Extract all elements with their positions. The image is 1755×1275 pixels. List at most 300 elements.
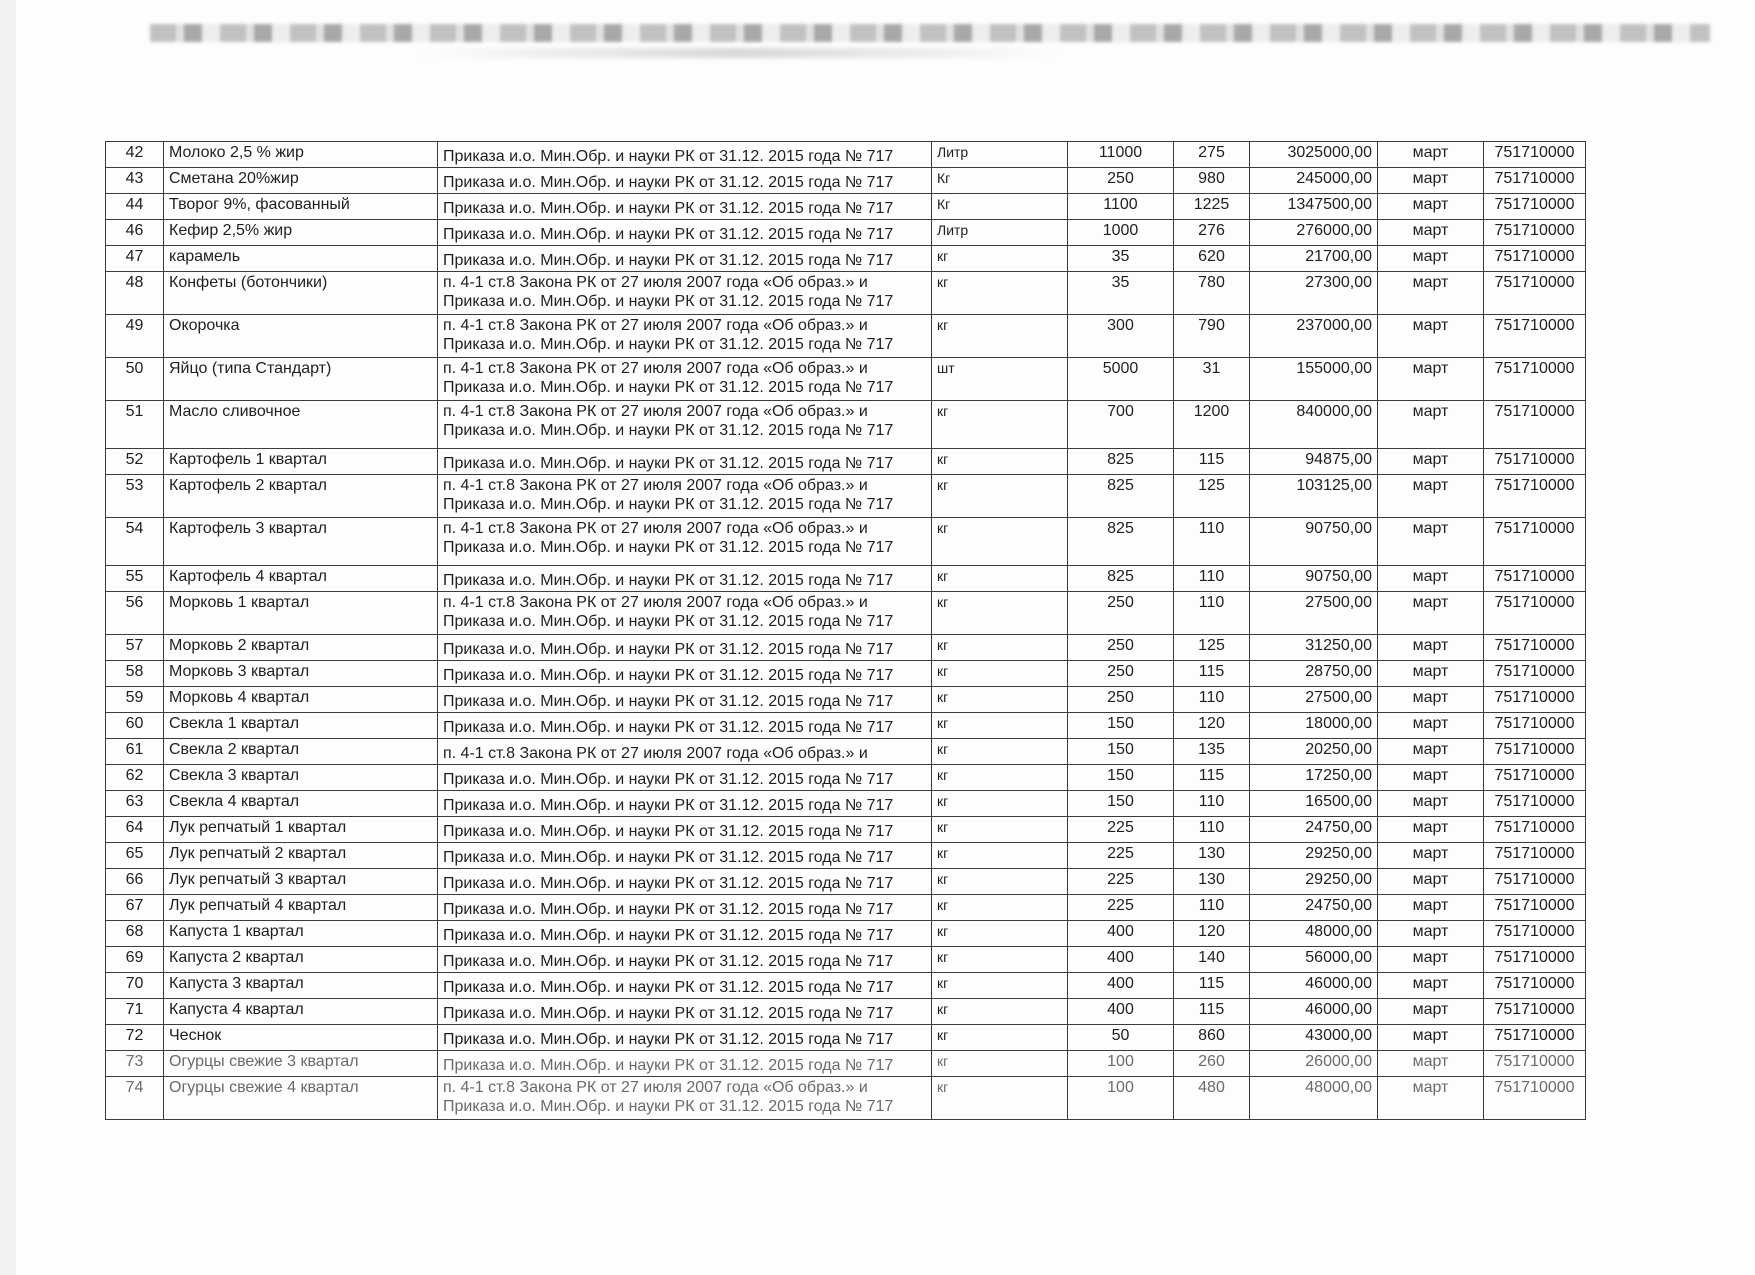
location-code-cell: 751710000 (1484, 687, 1586, 713)
legal-basis-line: Приказа и.о. Мин.Обр. и науки РК от 31.12. 2015 года № 717 (443, 667, 894, 684)
row-number-cell: 56 (106, 592, 164, 635)
row-number-cell: 46 (106, 220, 164, 246)
table-row (106, 765, 1586, 791)
purchase-month-cell: март (1378, 973, 1484, 999)
total-sum-cell: 20250,00 (1250, 739, 1378, 765)
item-name-cell: Свекла 1 квартал (164, 713, 438, 739)
legal-basis-cell (438, 999, 932, 1025)
quantity-cell: 225 (1068, 817, 1174, 843)
row-number-cell: 64 (106, 817, 164, 843)
location-code-cell: 751710000 (1484, 635, 1586, 661)
row-number-cell: 55 (106, 566, 164, 592)
legal-basis-line: Приказа и.о. Мин.Обр. и науки РК от 31.12. 2015 года № 717 (443, 174, 894, 191)
scan-smudge (420, 48, 1060, 58)
row-number-cell: 67 (106, 895, 164, 921)
total-sum-cell: 46000,00 (1250, 973, 1378, 999)
row-number-cell: 71 (106, 999, 164, 1025)
unit-of-measure-cell: кг (932, 947, 1068, 973)
unit-of-measure-cell: кг (932, 566, 1068, 592)
total-sum-cell: 29250,00 (1250, 843, 1378, 869)
total-sum-cell: 31250,00 (1250, 635, 1378, 661)
legal-basis-line: Приказа и.о. Мин.Обр. и науки РК от 31.12. 2015 года № 717 (443, 849, 894, 866)
location-code-cell: 751710000 (1484, 947, 1586, 973)
quantity-cell: 35 (1068, 272, 1174, 315)
row-number-cell: 74 (106, 1077, 164, 1120)
total-sum-cell: 17250,00 (1250, 765, 1378, 791)
total-sum-cell: 276000,00 (1250, 220, 1378, 246)
total-sum-cell: 90750,00 (1250, 518, 1378, 566)
legal-basis-line: п. 4-1 ст.8 Закона РК от 27 июля 2007 года «Об образ.» и (443, 745, 868, 762)
item-name-cell: Чеснок (164, 1025, 438, 1051)
table-row (106, 401, 1586, 449)
unit-price-cell: 980 (1174, 168, 1250, 194)
unit-of-measure-cell: шт (932, 358, 1068, 401)
legal-basis-line: Приказа и.о. Мин.Обр. и науки РК от 31.12. 2015 года № 717 (443, 719, 894, 736)
location-code-cell: 751710000 (1484, 475, 1586, 518)
row-number-cell: 72 (106, 1025, 164, 1051)
unit-of-measure-cell: кг (932, 401, 1068, 449)
item-name-cell: Молоко 2,5 % жир (164, 142, 438, 168)
row-number-cell: 53 (106, 475, 164, 518)
table-row (106, 843, 1586, 869)
purchase-month-cell: март (1378, 713, 1484, 739)
location-code-cell: 751710000 (1484, 843, 1586, 869)
scan-artifact-band (150, 24, 1710, 42)
quantity-cell: 825 (1068, 518, 1174, 566)
unit-of-measure-cell: кг (932, 475, 1068, 518)
unit-price-cell: 790 (1174, 315, 1250, 358)
unit-of-measure-cell: кг (932, 791, 1068, 817)
purchase-month-cell: март (1378, 315, 1484, 358)
unit-price-cell: 480 (1174, 1077, 1250, 1120)
legal-basis-line: п. 4-1 ст.8 Закона РК от 27 июля 2007 года «Об образ.» и (443, 1079, 868, 1096)
item-name-cell: Капуста 2 квартал (164, 947, 438, 973)
legal-basis-cell (438, 168, 932, 194)
unit-of-measure-cell: кг (932, 246, 1068, 272)
table-row (106, 999, 1586, 1025)
legal-basis-line: п. 4-1 ст.8 Закона РК от 27 июля 2007 года «Об образ.» и (443, 403, 868, 420)
legal-basis-line: Приказа и.о. Мин.Обр. и науки РК от 31.12. 2015 года № 717 (443, 379, 894, 396)
legal-basis-cell (438, 817, 932, 843)
location-code-cell: 751710000 (1484, 661, 1586, 687)
legal-basis-line: Приказа и.о. Мин.Обр. и науки РК от 31.12. 2015 года № 717 (443, 797, 894, 814)
item-name-cell: Лук репчатый 2 квартал (164, 843, 438, 869)
row-number-cell: 51 (106, 401, 164, 449)
total-sum-cell: 48000,00 (1250, 921, 1378, 947)
legal-basis-line: Приказа и.о. Мин.Обр. и науки РК от 31.12. 2015 года № 717 (443, 613, 894, 630)
legal-basis-line: Приказа и.о. Мин.Обр. и науки РК от 31.12. 2015 года № 717 (443, 1098, 894, 1115)
legal-basis-cell (438, 1025, 932, 1051)
legal-basis-line: Приказа и.о. Мин.Обр. и науки РК от 31.12. 2015 года № 717 (443, 953, 894, 970)
quantity-cell: 225 (1068, 895, 1174, 921)
unit-price-cell: 115 (1174, 999, 1250, 1025)
unit-of-measure-cell: кг (932, 973, 1068, 999)
quantity-cell: 250 (1068, 687, 1174, 713)
total-sum-cell: 28750,00 (1250, 661, 1378, 687)
item-name-cell: Огурцы свежие 3 квартал (164, 1051, 438, 1077)
unit-price-cell: 115 (1174, 449, 1250, 475)
total-sum-cell: 26000,00 (1250, 1051, 1378, 1077)
item-name-cell: Яйцо (типа Стандарт) (164, 358, 438, 401)
unit-price-cell: 31 (1174, 358, 1250, 401)
unit-price-cell: 140 (1174, 947, 1250, 973)
total-sum-cell: 1347500,00 (1250, 194, 1378, 220)
purchase-month-cell: март (1378, 999, 1484, 1025)
table-row (106, 947, 1586, 973)
total-sum-cell: 48000,00 (1250, 1077, 1378, 1120)
unit-of-measure-cell: кг (932, 315, 1068, 358)
total-sum-cell: 16500,00 (1250, 791, 1378, 817)
row-number-cell: 52 (106, 449, 164, 475)
unit-price-cell: 110 (1174, 791, 1250, 817)
legal-basis-cell (438, 869, 932, 895)
legal-basis-line: Приказа и.о. Мин.Обр. и науки РК от 31.12. 2015 года № 717 (443, 1057, 894, 1074)
legal-basis-line: п. 4-1 ст.8 Закона РК от 27 июля 2007 года «Об образ.» и (443, 317, 868, 334)
legal-basis-line: Приказа и.о. Мин.Обр. и науки РК от 31.12. 2015 года № 717 (443, 293, 894, 310)
quantity-cell: 250 (1068, 592, 1174, 635)
legal-basis-cell (438, 635, 932, 661)
item-name-cell: Капуста 3 квартал (164, 973, 438, 999)
quantity-cell: 150 (1068, 713, 1174, 739)
legal-basis-line: Приказа и.о. Мин.Обр. и науки РК от 31.12. 2015 года № 717 (443, 422, 894, 439)
legal-basis-cell (438, 973, 932, 999)
table-row (106, 635, 1586, 661)
purchase-month-cell: март (1378, 1051, 1484, 1077)
legal-basis-line: п. 4-1 ст.8 Закона РК от 27 июля 2007 года «Об образ.» и (443, 520, 868, 537)
location-code-cell: 751710000 (1484, 142, 1586, 168)
unit-price-cell: 135 (1174, 739, 1250, 765)
location-code-cell: 751710000 (1484, 1051, 1586, 1077)
unit-of-measure-cell: кг (932, 272, 1068, 315)
row-number-cell: 63 (106, 791, 164, 817)
legal-basis-cell (438, 1077, 932, 1120)
purchase-month-cell: март (1378, 518, 1484, 566)
total-sum-cell: 24750,00 (1250, 895, 1378, 921)
location-code-cell: 751710000 (1484, 194, 1586, 220)
purchase-month-cell: март (1378, 661, 1484, 687)
row-number-cell: 60 (106, 713, 164, 739)
unit-of-measure-cell: кг (932, 1051, 1068, 1077)
legal-basis-line: п. 4-1 ст.8 Закона РК от 27 июля 2007 года «Об образ.» и (443, 360, 868, 377)
legal-basis-cell (438, 401, 932, 449)
purchase-month-cell: март (1378, 635, 1484, 661)
legal-basis-line: Приказа и.о. Мин.Обр. и науки РК от 31.12. 2015 года № 717 (443, 200, 894, 217)
item-name-cell: Морковь 3 квартал (164, 661, 438, 687)
row-number-cell: 58 (106, 661, 164, 687)
quantity-cell: 825 (1068, 475, 1174, 518)
table-row (106, 475, 1586, 518)
item-name-cell: Картофель 4 квартал (164, 566, 438, 592)
item-name-cell: Лук репчатый 4 квартал (164, 895, 438, 921)
legal-basis-line: Приказа и.о. Мин.Обр. и науки РК от 31.12. 2015 года № 717 (443, 252, 894, 269)
unit-price-cell: 110 (1174, 566, 1250, 592)
unit-price-cell: 110 (1174, 687, 1250, 713)
table-row (106, 592, 1586, 635)
table-row (106, 921, 1586, 947)
unit-of-measure-cell: кг (932, 661, 1068, 687)
location-code-cell: 751710000 (1484, 869, 1586, 895)
total-sum-cell: 21700,00 (1250, 246, 1378, 272)
location-code-cell: 751710000 (1484, 518, 1586, 566)
table-row (106, 142, 1586, 168)
purchase-month-cell: март (1378, 449, 1484, 475)
unit-price-cell: 110 (1174, 518, 1250, 566)
location-code-cell: 751710000 (1484, 765, 1586, 791)
unit-price-cell: 125 (1174, 475, 1250, 518)
row-number-cell: 73 (106, 1051, 164, 1077)
legal-basis-cell (438, 921, 932, 947)
table-row (106, 791, 1586, 817)
unit-price-cell: 1225 (1174, 194, 1250, 220)
purchase-month-cell: март (1378, 765, 1484, 791)
quantity-cell: 100 (1068, 1051, 1174, 1077)
table-row (106, 1077, 1586, 1120)
unit-price-cell: 275 (1174, 142, 1250, 168)
legal-basis-line: Приказа и.о. Мин.Обр. и науки РК от 31.12. 2015 года № 717 (443, 693, 894, 710)
unit-price-cell: 120 (1174, 921, 1250, 947)
total-sum-cell: 237000,00 (1250, 315, 1378, 358)
unit-price-cell: 260 (1174, 1051, 1250, 1077)
location-code-cell: 751710000 (1484, 921, 1586, 947)
legal-basis-line: п. 4-1 ст.8 Закона РК от 27 июля 2007 года «Об образ.» и (443, 274, 868, 291)
legal-basis-cell (438, 194, 932, 220)
location-code-cell: 751710000 (1484, 220, 1586, 246)
location-code-cell: 751710000 (1484, 739, 1586, 765)
total-sum-cell: 18000,00 (1250, 713, 1378, 739)
purchase-month-cell: март (1378, 1077, 1484, 1120)
total-sum-cell: 155000,00 (1250, 358, 1378, 401)
unit-of-measure-cell: кг (932, 869, 1068, 895)
table-row (106, 817, 1586, 843)
quantity-cell: 150 (1068, 791, 1174, 817)
unit-of-measure-cell: кг (932, 817, 1068, 843)
quantity-cell: 11000 (1068, 142, 1174, 168)
item-name-cell: Картофель 1 квартал (164, 449, 438, 475)
quantity-cell: 225 (1068, 869, 1174, 895)
legal-basis-cell (438, 947, 932, 973)
item-name-cell: Окорочка (164, 315, 438, 358)
purchase-month-cell: март (1378, 194, 1484, 220)
purchase-month-cell: март (1378, 739, 1484, 765)
table-row (106, 518, 1586, 566)
table-row (106, 566, 1586, 592)
row-number-cell: 42 (106, 142, 164, 168)
total-sum-cell: 840000,00 (1250, 401, 1378, 449)
legal-basis-line: п. 4-1 ст.8 Закона РК от 27 июля 2007 года «Об образ.» и (443, 477, 868, 494)
unit-of-measure-cell: кг (932, 635, 1068, 661)
row-number-cell: 49 (106, 315, 164, 358)
total-sum-cell: 3025000,00 (1250, 142, 1378, 168)
legal-basis-line: Приказа и.о. Мин.Обр. и науки РК от 31.12. 2015 года № 717 (443, 455, 894, 472)
unit-price-cell: 110 (1174, 592, 1250, 635)
item-name-cell: Масло сливочное (164, 401, 438, 449)
quantity-cell: 5000 (1068, 358, 1174, 401)
row-number-cell: 68 (106, 921, 164, 947)
unit-price-cell: 780 (1174, 272, 1250, 315)
quantity-cell: 150 (1068, 739, 1174, 765)
table-row (106, 272, 1586, 315)
legal-basis-cell (438, 713, 932, 739)
quantity-cell: 35 (1068, 246, 1174, 272)
item-name-cell: Творог 9%, фасованный (164, 194, 438, 220)
total-sum-cell: 245000,00 (1250, 168, 1378, 194)
location-code-cell: 751710000 (1484, 1077, 1586, 1120)
location-code-cell: 751710000 (1484, 358, 1586, 401)
total-sum-cell: 103125,00 (1250, 475, 1378, 518)
unit-price-cell: 115 (1174, 973, 1250, 999)
location-code-cell: 751710000 (1484, 566, 1586, 592)
table-row (106, 315, 1586, 358)
item-name-cell: Свекла 4 квартал (164, 791, 438, 817)
legal-basis-line: Приказа и.о. Мин.Обр. и науки РК от 31.12. 2015 года № 717 (443, 901, 894, 918)
total-sum-cell: 27300,00 (1250, 272, 1378, 315)
table-row (106, 973, 1586, 999)
row-number-cell: 50 (106, 358, 164, 401)
purchase-month-cell: март (1378, 895, 1484, 921)
purchase-month-cell: март (1378, 791, 1484, 817)
quantity-cell: 1100 (1068, 194, 1174, 220)
row-number-cell: 69 (106, 947, 164, 973)
unit-price-cell: 120 (1174, 713, 1250, 739)
quantity-cell: 1000 (1068, 220, 1174, 246)
unit-price-cell: 115 (1174, 661, 1250, 687)
item-name-cell: Свекла 2 квартал (164, 739, 438, 765)
total-sum-cell: 43000,00 (1250, 1025, 1378, 1051)
procurement-table-body (106, 142, 1586, 1120)
table-row (106, 194, 1586, 220)
location-code-cell: 751710000 (1484, 713, 1586, 739)
unit-price-cell: 115 (1174, 765, 1250, 791)
legal-basis-cell (438, 592, 932, 635)
location-code-cell: 751710000 (1484, 272, 1586, 315)
table-row (106, 687, 1586, 713)
item-name-cell: Морковь 1 квартал (164, 592, 438, 635)
purchase-month-cell: март (1378, 1025, 1484, 1051)
quantity-cell: 225 (1068, 843, 1174, 869)
location-code-cell: 751710000 (1484, 1025, 1586, 1051)
table-row (106, 1025, 1586, 1051)
unit-price-cell: 276 (1174, 220, 1250, 246)
legal-basis-line: п. 4-1 ст.8 Закона РК от 27 июля 2007 года «Об образ.» и (443, 594, 868, 611)
total-sum-cell: 29250,00 (1250, 869, 1378, 895)
unit-of-measure-cell: кг (932, 518, 1068, 566)
quantity-cell: 100 (1068, 1077, 1174, 1120)
legal-basis-cell (438, 220, 932, 246)
quantity-cell: 400 (1068, 973, 1174, 999)
scan-shadow-edge (0, 0, 16, 1275)
unit-of-measure-cell: кг (932, 921, 1068, 947)
legal-basis-line: Приказа и.о. Мин.Обр. и науки РК от 31.12. 2015 года № 717 (443, 148, 894, 165)
unit-of-measure-cell: кг (932, 895, 1068, 921)
purchase-month-cell: март (1378, 843, 1484, 869)
location-code-cell: 751710000 (1484, 791, 1586, 817)
purchase-month-cell: март (1378, 869, 1484, 895)
legal-basis-cell (438, 358, 932, 401)
unit-of-measure-cell: кг (932, 765, 1068, 791)
table-row (106, 220, 1586, 246)
unit-of-measure-cell: кг (932, 592, 1068, 635)
legal-basis-line: Приказа и.о. Мин.Обр. и науки РК от 31.12. 2015 года № 717 (443, 1031, 894, 1048)
item-name-cell: Конфеты (ботончики) (164, 272, 438, 315)
row-number-cell: 61 (106, 739, 164, 765)
unit-price-cell: 860 (1174, 1025, 1250, 1051)
row-number-cell: 65 (106, 843, 164, 869)
total-sum-cell: 94875,00 (1250, 449, 1378, 475)
row-number-cell: 62 (106, 765, 164, 791)
procurement-table (105, 141, 1586, 1120)
purchase-month-cell: март (1378, 272, 1484, 315)
legal-basis-cell (438, 895, 932, 921)
table-row (106, 358, 1586, 401)
location-code-cell: 751710000 (1484, 895, 1586, 921)
total-sum-cell: 56000,00 (1250, 947, 1378, 973)
unit-of-measure-cell: кг (932, 687, 1068, 713)
unit-of-measure-cell: кг (932, 1077, 1068, 1120)
quantity-cell: 250 (1068, 635, 1174, 661)
purchase-month-cell: март (1378, 475, 1484, 518)
row-number-cell: 54 (106, 518, 164, 566)
table-row (106, 168, 1586, 194)
legal-basis-line: Приказа и.о. Мин.Обр. и науки РК от 31.12. 2015 года № 717 (443, 927, 894, 944)
location-code-cell: 751710000 (1484, 973, 1586, 999)
legal-basis-line: Приказа и.о. Мин.Обр. и науки РК от 31.12. 2015 года № 717 (443, 1005, 894, 1022)
quantity-cell: 250 (1068, 168, 1174, 194)
item-name-cell: Лук репчатый 1 квартал (164, 817, 438, 843)
quantity-cell: 50 (1068, 1025, 1174, 1051)
quantity-cell: 300 (1068, 315, 1174, 358)
item-name-cell: Картофель 2 квартал (164, 475, 438, 518)
location-code-cell: 751710000 (1484, 592, 1586, 635)
item-name-cell: карамель (164, 246, 438, 272)
total-sum-cell: 46000,00 (1250, 999, 1378, 1025)
unit-of-measure-cell: кг (932, 999, 1068, 1025)
legal-basis-cell (438, 475, 932, 518)
legal-basis-line: Приказа и.о. Мин.Обр. и науки РК от 31.12. 2015 года № 717 (443, 226, 894, 243)
item-name-cell: Огурцы свежие 4 квартал (164, 1077, 438, 1120)
legal-basis-cell (438, 315, 932, 358)
legal-basis-cell (438, 566, 932, 592)
row-number-cell: 44 (106, 194, 164, 220)
unit-price-cell: 130 (1174, 869, 1250, 895)
row-number-cell: 59 (106, 687, 164, 713)
table-row (106, 713, 1586, 739)
quantity-cell: 400 (1068, 921, 1174, 947)
purchase-month-cell: март (1378, 142, 1484, 168)
item-name-cell: Лук репчатый 3 квартал (164, 869, 438, 895)
location-code-cell: 751710000 (1484, 401, 1586, 449)
item-name-cell: Кефир 2,5% жир (164, 220, 438, 246)
location-code-cell: 751710000 (1484, 246, 1586, 272)
legal-basis-cell (438, 843, 932, 869)
legal-basis-cell (438, 246, 932, 272)
purchase-month-cell: март (1378, 921, 1484, 947)
quantity-cell: 250 (1068, 661, 1174, 687)
purchase-month-cell: март (1378, 592, 1484, 635)
location-code-cell: 751710000 (1484, 168, 1586, 194)
legal-basis-cell (438, 661, 932, 687)
location-code-cell: 751710000 (1484, 315, 1586, 358)
item-name-cell: Капуста 1 квартал (164, 921, 438, 947)
unit-price-cell: 125 (1174, 635, 1250, 661)
legal-basis-cell (438, 449, 932, 475)
unit-of-measure-cell: кг (932, 843, 1068, 869)
total-sum-cell: 90750,00 (1250, 566, 1378, 592)
purchase-month-cell: март (1378, 401, 1484, 449)
row-number-cell: 66 (106, 869, 164, 895)
legal-basis-line: Приказа и.о. Мин.Обр. и науки РК от 31.12. 2015 года № 717 (443, 572, 894, 589)
row-number-cell: 43 (106, 168, 164, 194)
unit-of-measure-cell: Литр (932, 142, 1068, 168)
